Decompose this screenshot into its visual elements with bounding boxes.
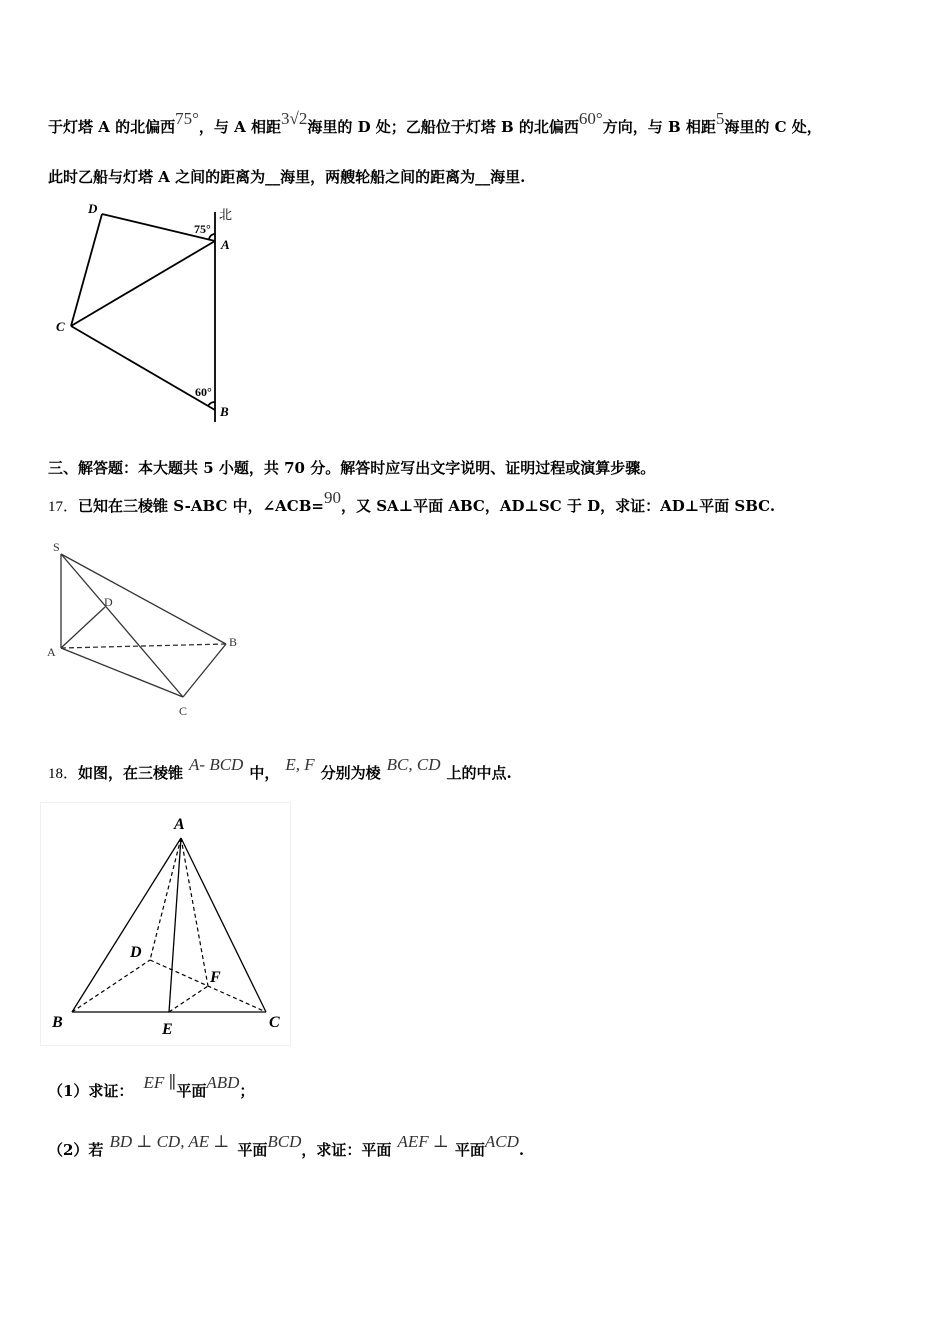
section-heading: 三、解答题：本大题共 5 小题，共 70 分。解答时应写出文字说明、证明过程或演算步骤。 <box>48 459 656 477</box>
part2 <box>48 1132 525 1160</box>
segment-cb <box>71 326 215 410</box>
label-b: B <box>220 404 229 419</box>
math-aef-perp: AEF ⊥ <box>397 1132 449 1151</box>
text: 平面 <box>176 1082 207 1100</box>
math-angle-75: 75° <box>175 109 199 128</box>
math-acd: ACD <box>484 1132 519 1151</box>
label-b: B <box>52 1014 63 1031</box>
label-angle-75: 75° <box>194 222 211 236</box>
text: ，又 SA⊥平面 ABC，AD⊥SC 于 D，求证：AD⊥平面 SBC. <box>341 497 776 515</box>
label-b: B <box>229 635 238 649</box>
label-a: A <box>221 237 230 252</box>
math-angle-60: 60° <box>578 109 603 128</box>
edge-sc <box>61 554 183 697</box>
text: 于灯塔 A 的北偏西 <box>48 118 176 136</box>
text: . <box>518 1141 525 1159</box>
figure-tetrahedron-sabc <box>40 535 250 720</box>
label-d: D <box>104 595 113 609</box>
text: 分别为棱 <box>320 764 381 782</box>
math-distance-5: 5 <box>715 109 725 128</box>
label-angle-60: 60° <box>195 385 212 399</box>
text: 上的中点. <box>446 764 512 782</box>
text: 如图，在三棱锥 <box>78 764 184 782</box>
label-s: S <box>53 540 60 554</box>
problem18 <box>48 755 512 783</box>
part1 <box>48 1073 255 1101</box>
math-ef-parallel: EF ∥ <box>143 1073 177 1092</box>
text: ，求证：平面 <box>301 1141 392 1159</box>
text: 海里的 C 处， <box>724 118 822 136</box>
segment-af-dashed <box>181 838 208 986</box>
segment-dc <box>71 214 102 326</box>
math-e-f: E, F <box>285 755 315 774</box>
label-c: C <box>269 1014 280 1031</box>
part-label: （1）求证： <box>48 1082 134 1100</box>
edge-dc-dashed <box>150 960 266 1012</box>
problem16-line2: 此时乙船与灯塔 A 之间的距离为__海里，两艘轮船之间的距离为__海里. <box>48 168 526 186</box>
text: 已知在三棱锥 S-ABC 中，∠ACB= <box>78 497 324 515</box>
figure-tetrahedron-abcd <box>40 802 295 1047</box>
problem17 <box>48 488 776 516</box>
edge-sb <box>61 554 226 644</box>
text: 海里的 D 处；乙船位于灯塔 B 的北偏西 <box>307 118 579 136</box>
edge-ac <box>61 648 183 697</box>
math-distance-3root2: 3√2 <box>281 109 308 128</box>
angle-arc-b <box>208 402 215 406</box>
problem16-line1 <box>48 109 822 137</box>
edge-ac <box>181 838 266 1012</box>
label-c: C <box>179 704 188 718</box>
label-c: C <box>56 319 65 334</box>
label-a: A <box>174 816 185 833</box>
label-d: D <box>88 201 98 216</box>
edge-ab <box>72 838 181 1012</box>
text: 中， <box>249 764 280 782</box>
problem-number: 18． <box>48 766 79 782</box>
edge-cb <box>183 644 226 697</box>
label-e: E <box>162 1021 173 1038</box>
figure-navigation-diagram <box>40 200 260 425</box>
segment-ad <box>61 607 105 648</box>
math-bc-cd: BC, CD <box>386 755 441 774</box>
math-bcd: BCD <box>267 1132 302 1151</box>
label-a: A <box>47 645 56 659</box>
text: ； <box>239 1082 255 1100</box>
segment-ca <box>71 241 215 326</box>
edge-bd-dashed <box>72 960 150 1012</box>
math-a-bcd: A- BCD <box>189 755 244 774</box>
text: 平面 <box>454 1141 485 1159</box>
text: ，与 A 相距 <box>198 118 281 136</box>
part-label: （2）若 <box>48 1141 104 1159</box>
math-abd: ABD <box>206 1073 240 1092</box>
label-north: 北 <box>219 207 233 222</box>
text: 平面 <box>237 1141 268 1159</box>
math-90: 90 <box>324 488 341 507</box>
segment-ef-dashed <box>169 986 208 1012</box>
label-d: D <box>130 944 142 961</box>
segment-ae <box>169 838 181 1012</box>
label-f: F <box>210 969 221 986</box>
edge-ab-dashed <box>61 644 226 648</box>
text: 方向，与 B 相距 <box>602 118 716 136</box>
problem-number: 17． <box>48 499 79 515</box>
math-bd-perp-cd: BD ⊥ CD, AE ⊥ <box>109 1132 230 1151</box>
